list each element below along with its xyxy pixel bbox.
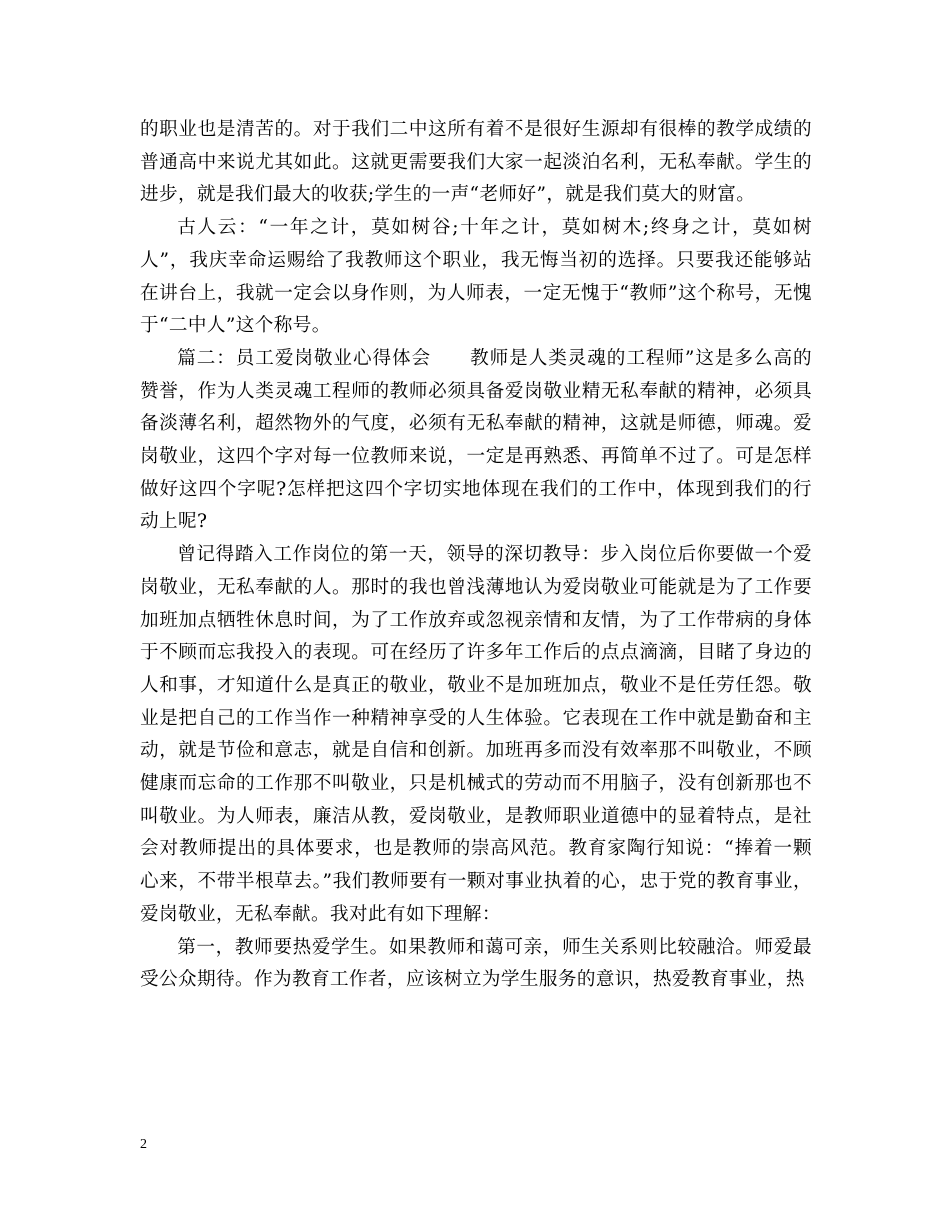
- paragraph-article-two-intro: 篇二：员工爱岗敬业心得体会 教师是人类灵魂的工程师”这是多么高的赞誉，作为人类灵魂工程师的教师必须具备爱岗敬业精无私奉献的精神，必须具备淡薄名利，超然物外的气度，必须有无私奉献的精神，这就是师德，师魂。爱岗敬业，这四个字对每一位教师来说，一定是再熟悉、再简单不过了。可是怎样做好这四个字呢?怎样把这四个字切实地体现在我们的工作中，体现到我们的行动上呢?: [140, 347, 812, 533]
- paragraph-point-one: 第一，教师要热爱学生。如果教师和蔼可亲，师生关系则比较融洽。师爱最受公众期待。作为教育工作者，应该树立为学生服务的意识，热爱教育事业，热: [140, 936, 812, 991]
- page-number: 2: [140, 1137, 147, 1152]
- paragraph-first-day-memory: 曾记得踏入工作岗位的第一天，领导的深切教导：步入岗位后你要做一个爱岗敬业，无私奉献的人。那时的我也曾浅薄地认为爱岗敬业可能就是为了工作要加班加点牺牲休息时间，为了工作放弃或忽视亲情和友情，为了工作带病的身体于不顾而忘我投入的表现。可在经历了许多年工作后的点点滴滴，目睹了身边的人和事，才知道什么是真正的敬业，敬业不是加班加点，敬业不是任劳任怨。敬业是把自己的工作当作一种精神享受的人生体验。它表现在工作中就是勤奋和主动，就是节俭和意志，就是自信和创新。加班再多而没有效率那不叫敬业，不顾健康而忘命的工作那不叫敬业，只是机械式的劳动而不用脑子，没有创新那也不叫敬业。为人师表，廉洁从教，爱岗敬业，是教师职业道德中的显着特点，是社会对教师提出的具体要求，也是教师的崇高风范。教育家陶行知说：“捧着一颗心来，不带半根草去。”我们教师要有一颗对事业执着的心，忠于党的教育事业，爱岗敬业，无私奉献。我对此有如下理解：: [140, 544, 812, 925]
- paragraph-continuation: 的职业也是清苦的。对于我们二中这所有着不是很好生源却有很棒的教学成绩的普通高中来说尤其如此。这就更需要我们大家一起淡泊名利，无私奉献。学生的进步，就是我们最大的收获;学生的一声“老师好”，就是我们莫大的财富。: [140, 119, 812, 206]
- paragraph-ancient-saying: 古人云：“一年之计，莫如树谷;十年之计，莫如树木;终身之计，莫如树人”，我庆幸命运赐给了我教师这个职业，我无悔当初的选择。只要我还能够站在讲台上，我就一定会以身作则，为人师表，一定无愧于“教师”这个称号，无愧于“二中人”这个称号。: [140, 217, 812, 337]
- document-body: [140, 114, 812, 997]
